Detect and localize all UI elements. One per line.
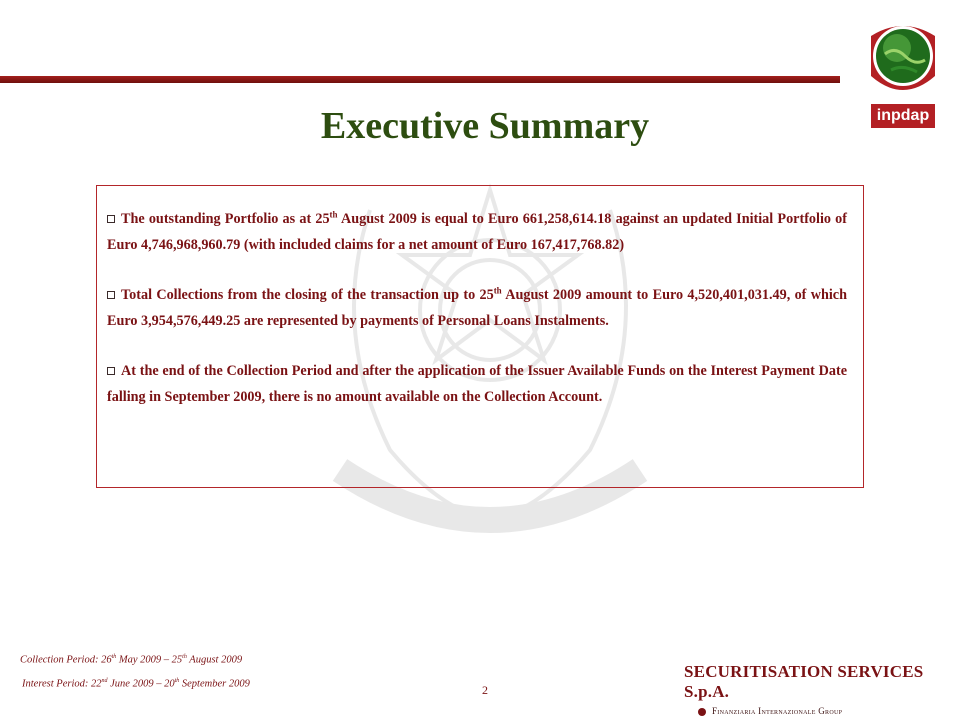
bullet-text: The outstanding Portfolio as at 25: [121, 211, 330, 227]
bullet-outstanding-portfolio: [107, 206, 847, 258]
globe-icon: [871, 16, 935, 104]
header-rule: [0, 76, 840, 83]
bullet-total-collections: [107, 282, 847, 334]
page-title: Executive Summary: [320, 105, 650, 147]
brand-group-text: Finanziaria Internazionale Group: [712, 706, 843, 716]
interest-period-text: September 2009: [179, 678, 250, 689]
securitisation-services-logo: [684, 662, 944, 716]
group-dot-icon: [698, 708, 706, 716]
interest-period-text: June 2009 – 20: [107, 678, 175, 689]
bullet-text: Total Collections from the closing of the transaction up to 25: [121, 287, 494, 303]
brand-group: [684, 706, 944, 716]
interest-period-sup: nd: [101, 677, 108, 684]
collection-period-sup: th: [111, 654, 117, 660]
square-bullet-icon: [107, 367, 115, 375]
collection-period-text: Collection Period: 26: [20, 654, 112, 666]
bullet-sup: th: [329, 209, 338, 220]
interest-period: [20, 671, 250, 695]
bullet-text: August 2009 amount to Euro 4,520,401,031.49, of which Euro 3,954,576,449.25 are represented by payments of Personal Loans Instalments.: [107, 287, 847, 329]
interest-period-sup: th: [174, 677, 180, 684]
brand-name: SECURITISATION SERVICES S.p.A.: [684, 662, 924, 701]
interest-period-text: Interest Period: 22: [22, 678, 102, 689]
collection-period-text: August 2009: [186, 654, 243, 666]
bullet-text: At the end of the Collection Period and after the application of the Issuer Available Funds on the Interest Payment Date falling in September 2009, there is no amount available on the Collection Account.: [107, 363, 847, 405]
bullet-text: August 2009 is equal to Euro 661,258,614.18 against an updated Initial Portfolio of Euro 4,746,968,960.79 (with included claims for a net amount of Euro 167,417,768.82): [107, 211, 847, 253]
logo-text: inpdap: [871, 104, 935, 128]
summary-box: [96, 185, 864, 488]
footer-periods: [20, 647, 250, 694]
square-bullet-icon: [107, 215, 115, 223]
page-number: 2: [482, 683, 488, 697]
collection-period: [20, 647, 250, 671]
square-bullet-icon: [107, 291, 115, 299]
bullet-sup: th: [493, 285, 502, 296]
collection-period-text: May 2009 – 25: [116, 654, 183, 666]
bullet-collection-period-end: [107, 358, 847, 410]
collection-period-sup: th: [182, 654, 187, 660]
